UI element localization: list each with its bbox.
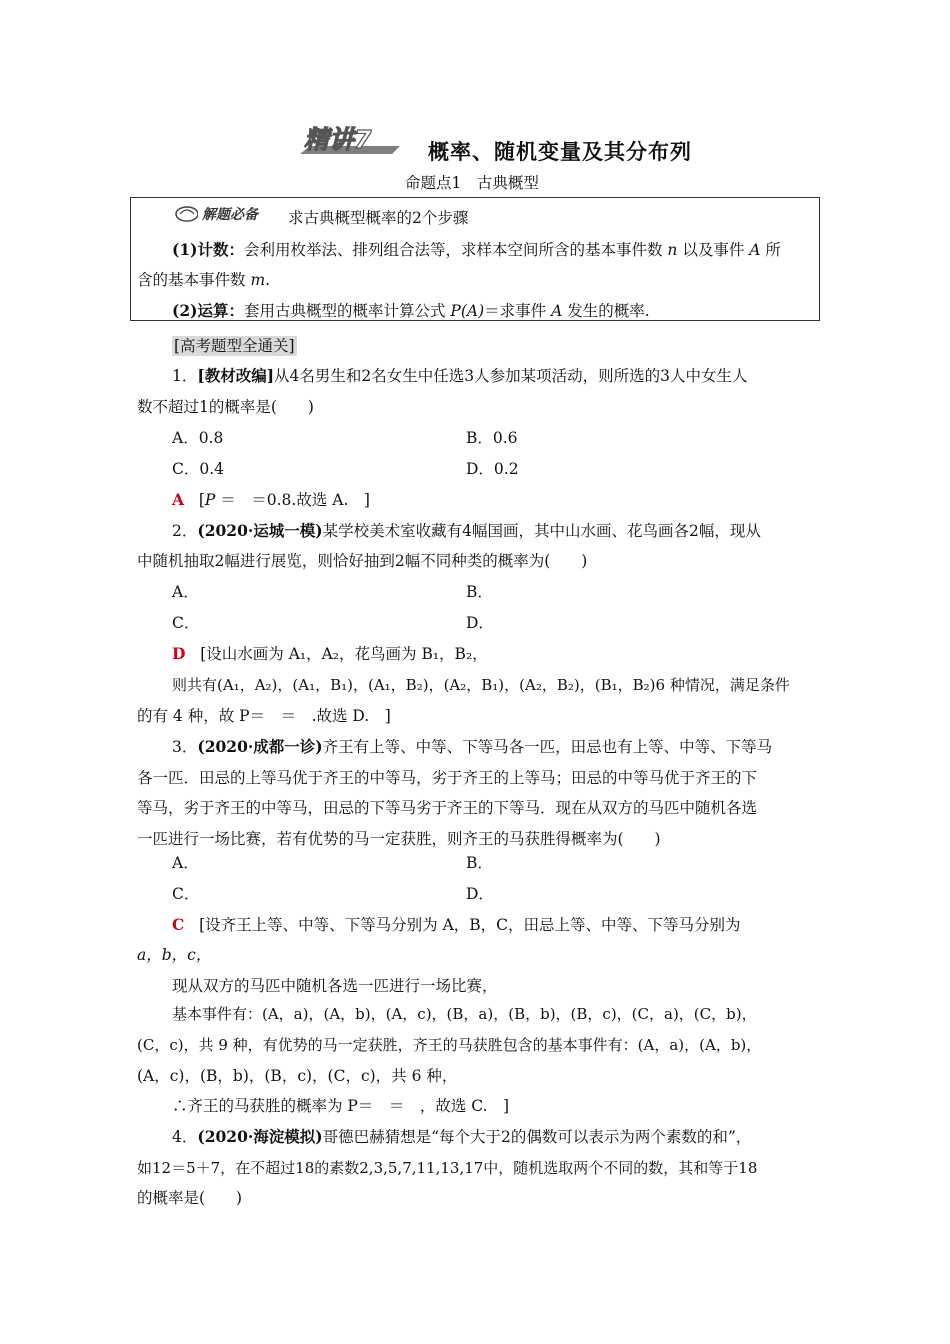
q3-number: 3． <box>172 738 198 756</box>
q1-answer <box>172 490 370 510</box>
q2-source: (2020·运城一模) <box>197 521 323 540</box>
q3-solution-3: 现从双方的马匹中随机各选一匹进行一场比赛， <box>172 977 498 995</box>
q3-option-b: B． <box>466 854 493 872</box>
q3-line2: 各一匹．田忌的上等马优于齐王的中等马，劣于齐王的上等马；田忌的中等马优于齐王的下 <box>137 769 758 787</box>
step1-line2b: . <box>265 271 271 289</box>
q1-option-a: A．0.8 <box>172 429 224 447</box>
q1-option-d: D．0.2 <box>466 460 519 478</box>
method-step-1 <box>172 240 781 260</box>
q4-source: (2020·海淀模拟) <box>197 1127 323 1146</box>
q2-solution-3: 的有 4 种，故 P＝ ＝ .故选 D. ] <box>137 707 391 725</box>
step2-A: A <box>551 302 563 320</box>
step2-text-a: 套用古典概型的概率计算公式 <box>243 302 446 320</box>
q4-number: 4． <box>172 1128 198 1146</box>
chapter-badge-text: 精讲7 <box>304 125 372 154</box>
q4-stem-1: 哥德巴赫猜想是“每个大于2的偶数可以表示为两个素数的和”， <box>322 1128 752 1146</box>
step1-n: n <box>667 241 678 259</box>
q3-answer <box>172 915 741 935</box>
q1-answer-P: P <box>204 491 216 509</box>
step1-text-c: 所 <box>765 241 781 259</box>
q1-answer-a: [ <box>198 491 205 509</box>
q1-stem-1: 从4名男生和2名女生中任选3人参加某项活动，则所选的3人中女生人 <box>274 367 748 385</box>
q2-option-b: B． <box>466 583 493 601</box>
q2-line1 <box>172 521 761 541</box>
chapter-title: 概率、随机变量及其分布列 <box>428 140 692 164</box>
q2-option-d: D． <box>466 614 494 632</box>
q1-answer-b: ＝ ＝0.8.故选 A. ] <box>220 491 370 509</box>
q4-line1 <box>172 1127 751 1147</box>
step1-A: A <box>749 241 761 259</box>
subsection-title: 命题点1 古典概型 <box>405 174 539 192</box>
q2-option-c: C． <box>172 614 200 632</box>
q2-line2: 中随机抽取2幅进行展览，则恰好抽到2幅不同种类的概率为( ) <box>137 552 588 570</box>
q2-solution-2: 则共有(A₁，A₂)，(A₁，B₁)，(A₁，B₂)，(A₂，B₁)，(A₂，B₂)，(B₁，B₂)6 种情况，满足条件 <box>172 676 790 694</box>
q3-source: (2020·成都一诊) <box>197 737 323 756</box>
q3-line3: 等马，劣于齐王的中等马，田忌的下等马劣于齐王的下等马．现在从双方的马匹中随机各选 <box>137 799 758 817</box>
method-step-1-cont <box>137 270 270 290</box>
q1-answer-letter: A <box>172 490 185 509</box>
q1-source: [教材改编] <box>197 366 275 385</box>
step2-text-b: ＝求事件 <box>484 302 547 320</box>
q3-solution-7: ∴齐王的马获胜的概率为 P＝ ＝ ，故选 C. ] <box>172 1097 510 1115</box>
step2-formula: P(A) <box>450 302 485 320</box>
q1-option-b: B．0.6 <box>466 429 518 447</box>
step1-line2a: 含的基本事件数 <box>137 271 246 289</box>
q2-solution-1: [设山水画为 A₁，A₂，花鸟画为 B₁，B₂， <box>200 645 488 663</box>
q4-line3: 的概率是( ) <box>137 1189 243 1207</box>
q2-stem-1: 某学校美术室收藏有4幅国画，其中山水画、花鸟画各2幅，现从 <box>322 522 761 540</box>
step2-label: (2)运算： <box>172 301 244 320</box>
q2-answer-letter: D <box>172 644 186 663</box>
q2-number: 2． <box>172 522 198 540</box>
step1-text-b: 以及事件 <box>682 241 745 259</box>
step1-label: (1)计数： <box>172 240 244 259</box>
method-box-title: 求古典概型概率的2个步骤 <box>288 209 469 227</box>
section-tag: [高考题型全通关] <box>174 337 295 355</box>
method-step-2 <box>172 301 650 321</box>
chapter-badge <box>296 124 404 158</box>
q3-stem-1: 齐王有上等、中等、下等马各一匹，田忌也有上等、中等、下等马 <box>322 738 773 756</box>
q3-line4: 一匹进行一场比赛，若有优势的马一定获胜，则齐王的马获胜得概率为( ) <box>137 830 661 848</box>
q1-option-c: C．0.4 <box>172 460 225 478</box>
q3-solution-1: [设齐王上等、中等、下等马分别为 A，B，C，田忌上等、中等、下等马分别为 <box>199 916 741 934</box>
q3-solution-6: (A，c)，(B，b)，(B，c)，(C，c)，共 6 种， <box>137 1067 458 1085</box>
step1-m: m <box>250 271 266 289</box>
step2-text-c: 发生的概率. <box>567 302 650 320</box>
q3-option-a: A． <box>172 854 199 872</box>
q3-option-d: D． <box>466 885 494 903</box>
q1-number: 1． <box>172 367 198 385</box>
q1-line1 <box>172 366 748 386</box>
key-points-icon <box>174 202 270 224</box>
q4-line2: 如12＝5＋7，在不超过18的素数2,3,5,7,11,13,17中，随机选取两个不同的数，其和等于18 <box>137 1159 758 1177</box>
key-points-label: 解题必备 <box>202 207 258 223</box>
q3-line1 <box>172 737 772 757</box>
q3-solution-2: a，b，c， <box>137 946 212 964</box>
q2-option-a: A． <box>172 583 199 601</box>
step1-text-a: 会利用枚举法、排列组合法等，求样本空间所含的基本事件数 <box>243 241 663 259</box>
q3-solution-5: (C，c)，共 9 种，有优势的马一定获胜，齐王的马获胜包含的基本事件有：(A，a)，(A，b)， <box>137 1036 762 1054</box>
q3-solution-4: 基本事件有：(A，a)，(A，b)，(A，c)，(B，a)，(B，b)，(B，c)，(C，a)，(C，b)， <box>172 1005 757 1023</box>
q3-option-c: C． <box>172 885 200 903</box>
q3-answer-letter: C <box>172 915 185 934</box>
q1-line2: 数不超过1的概率是( ) <box>137 398 314 416</box>
q2-answer <box>172 644 488 664</box>
